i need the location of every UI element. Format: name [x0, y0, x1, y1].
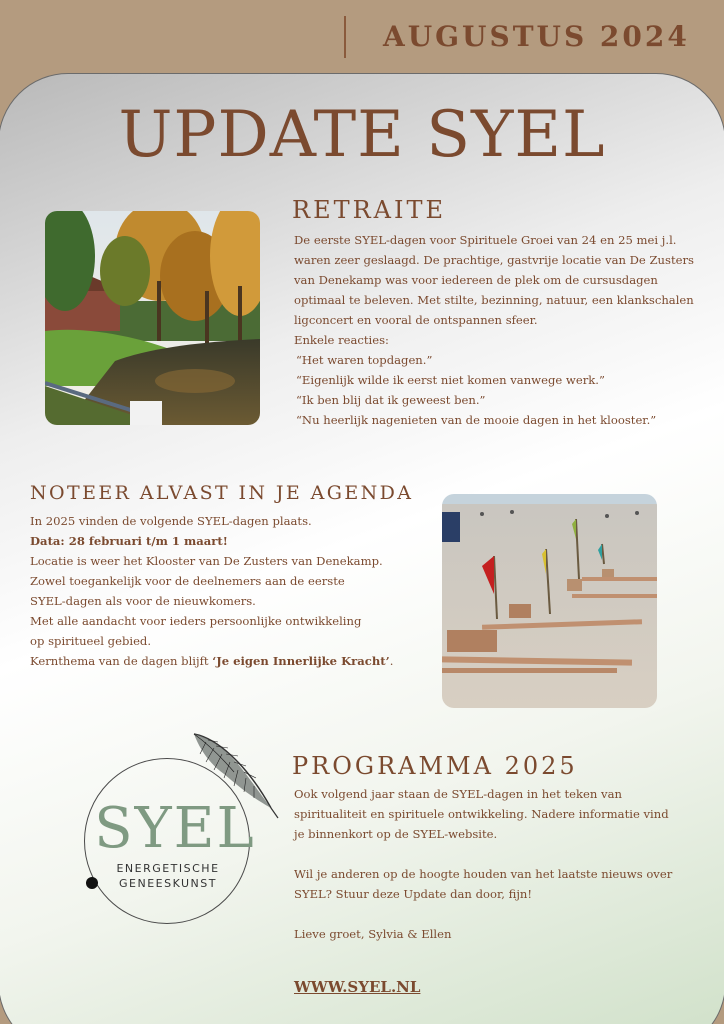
programma-text: [294, 784, 672, 944]
theme-bold: ‘Je eigen Innerlijke Kracht’: [212, 654, 390, 668]
programma-line: je binnenkort op de SYEL-website.: [294, 827, 498, 841]
issue-date: AUGUSTUS 2024: [383, 20, 690, 53]
agenda-theme-line: [30, 651, 393, 671]
retraite-line: van Denekamp was voor iedereen de plek om de cursusdagen: [294, 273, 658, 287]
top-divider: [344, 16, 346, 58]
agenda-date-line: Data: 28 februari t/m 1 maart!: [30, 534, 228, 548]
park-photo: [45, 211, 260, 425]
feather-icon: [186, 728, 286, 827]
agenda-line: Locatie is weer het Klooster van De Zusters van Denekamp.: [30, 554, 383, 568]
retraite-line: ligconcert en vooral de ontspannen sfeer.: [294, 313, 538, 327]
agenda-line: In 2025 vinden de volgende SYEL-dagen plaats.: [30, 514, 312, 528]
retraite-line: Enkele reacties:: [294, 333, 389, 347]
logo-line1: ENERGETISCHE: [116, 862, 220, 875]
agenda-heading: NOTEER ALVAST IN JE AGENDA: [30, 482, 414, 504]
page-title: UPDATE SYEL: [118, 98, 606, 172]
agenda-text: [30, 511, 393, 671]
logo-dot: [86, 877, 98, 889]
programma-line: spiritualiteit en spirituele ontwikkeling. Nadere informatie vind: [294, 807, 669, 821]
retraite-heading: RETRAITE: [292, 196, 447, 224]
spacer: [294, 844, 672, 864]
retraite-quote: “Eigenlijk wilde ik eerst niet komen vanwege werk.”: [296, 373, 605, 387]
agenda-line: op spiritueel gebied.: [30, 634, 152, 648]
retraite-quote: “Ik ben blij dat ik geweest ben.”: [296, 393, 486, 407]
website-link[interactable]: WWW.SYEL.NL: [294, 978, 421, 996]
programma-line: SYEL? Stuur deze Update dan door, fijn!: [294, 887, 533, 901]
greeting: Lieve groet, Sylvia & Ellen: [294, 927, 452, 941]
spacer: [294, 904, 672, 924]
agenda-line: Zowel toegankelijk voor de deelnemers aan de eerste: [30, 574, 345, 588]
logo-name: SYEL: [94, 796, 256, 861]
retraite-line: De eerste SYEL-dagen voor Spirituele Groei van 24 en 25 mei j.l.: [294, 233, 677, 247]
beach-photo: [442, 494, 657, 708]
retraite-quote: “Het waren topdagen.”: [296, 353, 433, 367]
agenda-line: SYEL-dagen als voor de nieuwkomers.: [30, 594, 256, 608]
programma-line: Ook volgend jaar staan de SYEL-dagen in het teken van: [294, 787, 622, 801]
retraite-text: [294, 230, 694, 430]
retraite-line: waren zeer geslaagd. De prachtige, gastvrije locatie van De Zusters: [294, 253, 694, 267]
logo-subtitle: [98, 861, 238, 891]
agenda-line: Met alle aandacht voor ieders persoonlijke ontwikkeling: [30, 614, 362, 628]
theme-prefix: Kernthema van de dagen blijft: [30, 654, 213, 668]
programma-heading: PROGRAMMA 2025: [292, 752, 578, 780]
retraite-quote: “Nu heerlijk nagenieten van de mooie dagen in het klooster.”: [296, 413, 657, 427]
programma-line: Wil je anderen op de hoogte houden van het laatste nieuws over: [294, 867, 673, 881]
logo-line2: GENEESKUNST: [119, 877, 217, 890]
theme-suffix: .: [389, 654, 394, 668]
retraite-line: optimaal te beleven. Met stilte, bezinning, natuur, een klankschalen: [294, 293, 694, 307]
